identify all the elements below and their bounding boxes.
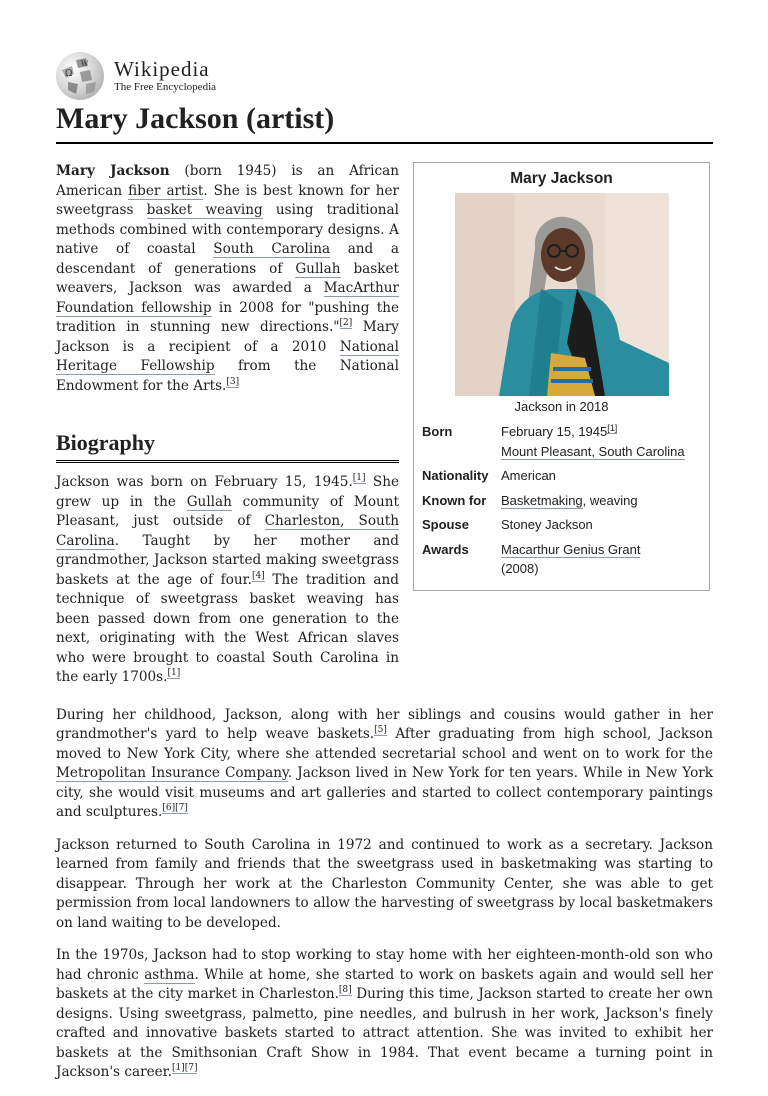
link-mount-pleasant[interactable]: Mount Pleasant, South Carolina [501,443,685,459]
text: In the 1970s, Jackson had to stop working to stay home with her eighteen-month-old son who had chronic [56,947,713,983]
citation-link[interactable]: [2] [339,318,353,329]
photo-caption: Jackson in 2018 [514,399,609,414]
article-content [56,162,713,1083]
svg-text:W: W [81,60,89,68]
text: and a descendant of generations of [56,241,399,277]
label: Spouse [422,517,469,532]
text: . She is best known for her sweetgrass [56,182,399,218]
link-fiber-artist[interactable]: fiber artist [128,182,204,199]
text: basket weavers, Jackson was awarded a [56,260,399,296]
infobox [413,162,710,591]
site-name: Wikipedia [114,57,210,81]
link-metropolitan-insurance[interactable]: Metropolitan Insurance Company [56,765,288,781]
text: She grew up in the [56,474,400,510]
text: . Taught by her mother and grandmother, Jackson started making sweetgrass baskets at the age of four. [56,532,399,588]
label: Born [422,424,453,439]
text: After graduating from high school, Jackson moved to New York City, where she attended secretarial school and went on to work for the [56,726,713,762]
link-charleston[interactable]: Charleston, South Carolina [56,513,399,549]
text: in 2008 for "pushing the tradition in stunning new directions." [56,299,399,335]
link-gullah[interactable]: Gullah [186,493,232,510]
infobox-row-awards [422,538,701,582]
puzzle-globe-icon [56,52,104,100]
nationality-value: American [501,468,556,483]
section-heading-biography: Biography [56,430,399,463]
link-macarthur-fellowship[interactable]: MacArthur Foundation fellowship [56,280,399,316]
text: (born 1945) is an African American [56,163,399,199]
citation-link[interactable]: [7] [175,803,188,814]
label: Known for [422,492,487,508]
portrait-photo[interactable] [455,193,669,396]
text: community of Mount Pleasant, just outside of [56,493,399,529]
text: Jackson was born on February 15, 1945. [56,474,353,490]
text: Jackson returned to South Carolina in 1972 and continued to work as a secretary. Jackson learned from family and friends that the sweetgrass used in basketmaking was starting to disappear. Through her work at the Charleston Community Center, she was able to get permission from local landowners to allow the harvesting of sweetgrass by local basketmakers on land waiting to be developed. [56,836,713,931]
biography-paragraph [56,836,713,934]
text: using traditional methods combined with contemporary designs. A native of coastal [56,202,399,257]
biography-paragraph [56,706,713,823]
award-year: (2008) [501,561,539,576]
infobox-title: Mary Jackson [510,170,613,187]
citation-link[interactable]: [5] [374,725,387,736]
article-page [56,52,713,1096]
infobox-row-known-for [422,489,701,514]
text: During her childhood, Jackson, along with her siblings and cousins would gather in her grandmother's yard to help weave baskets. [56,706,713,742]
citation-link[interactable]: [4] [251,570,265,581]
citation-link[interactable]: [1] [352,473,366,484]
label: Awards [422,541,469,557]
birth-date: February 15, 1945 [501,424,608,439]
citation-link[interactable]: [8] [338,985,352,996]
link-south-carolina[interactable]: South Carolina [213,241,331,257]
link-asthma[interactable]: asthma [144,966,195,983]
link-macarthur-grant[interactable]: Macarthur Genius Grant [501,541,641,557]
link-basketmaking[interactable]: Basketmaking [501,492,583,508]
text: The tradition and technique of sweetgrass basket weaving has been passed down from one generation to the next, originating with the West African slaves who were brought to coastal South Carolina in the early 1700s. [56,571,399,685]
text: Mary Jackson is a recipient of a 2010 [56,319,399,355]
text: . While at home, she started to work on baskets again and would sell her baskets at the city market in Charleston. [56,966,713,1002]
infobox-row-nationality [422,464,701,489]
biography-paragraph [56,473,399,688]
known-for-rest: , weaving [582,492,638,508]
citation-link[interactable]: [1] [171,1063,185,1074]
citation-link[interactable]: [3] [226,376,240,387]
site-tagline: The Free Encyclopedia [114,81,217,93]
link-national-heritage-fellowship[interactable]: National Heritage Fellowship [56,338,399,374]
link-basket-weaving[interactable]: basket weaving [146,202,263,218]
citation-link[interactable]: [7] [184,1063,198,1074]
infobox-facts [422,420,701,582]
citation-link[interactable]: [1] [607,422,618,433]
page-title: Mary Jackson (artist) [56,100,713,144]
infobox-row-born [422,420,701,464]
wikipedia-logo[interactable] [56,52,713,100]
subject-name: Mary Jackson [56,163,170,179]
svg-text:Ω: Ω [65,69,73,79]
link-gullah[interactable]: Gullah [295,260,341,277]
text: . Jackson lived in New York for ten years. While in New York city, she would visit museums and art galleries and started to collect contemporary paintings and sculptures. [56,765,714,820]
citation-link[interactable]: [1] [167,668,181,679]
biography-paragraph [56,946,713,1083]
text: During this time, Jackson started to create her own designs. Using sweetgrass, palmetto, pine needles, and bulrush in her work, Jackson's finely crafted and innovative baskets started to attract attention. She was invited to exhibit her baskets at the Smithsonian Craft Show in 1984. That event became a turning point in Jackson's career. [56,986,713,1080]
spouse-value: Stoney Jackson [501,517,593,532]
lead-paragraph [56,162,399,396]
label: Nationality [422,468,489,483]
text: from the National Endowment for the Arts. [56,358,399,394]
citation-link[interactable]: [6] [162,803,176,814]
infobox-row-spouse [422,513,701,538]
